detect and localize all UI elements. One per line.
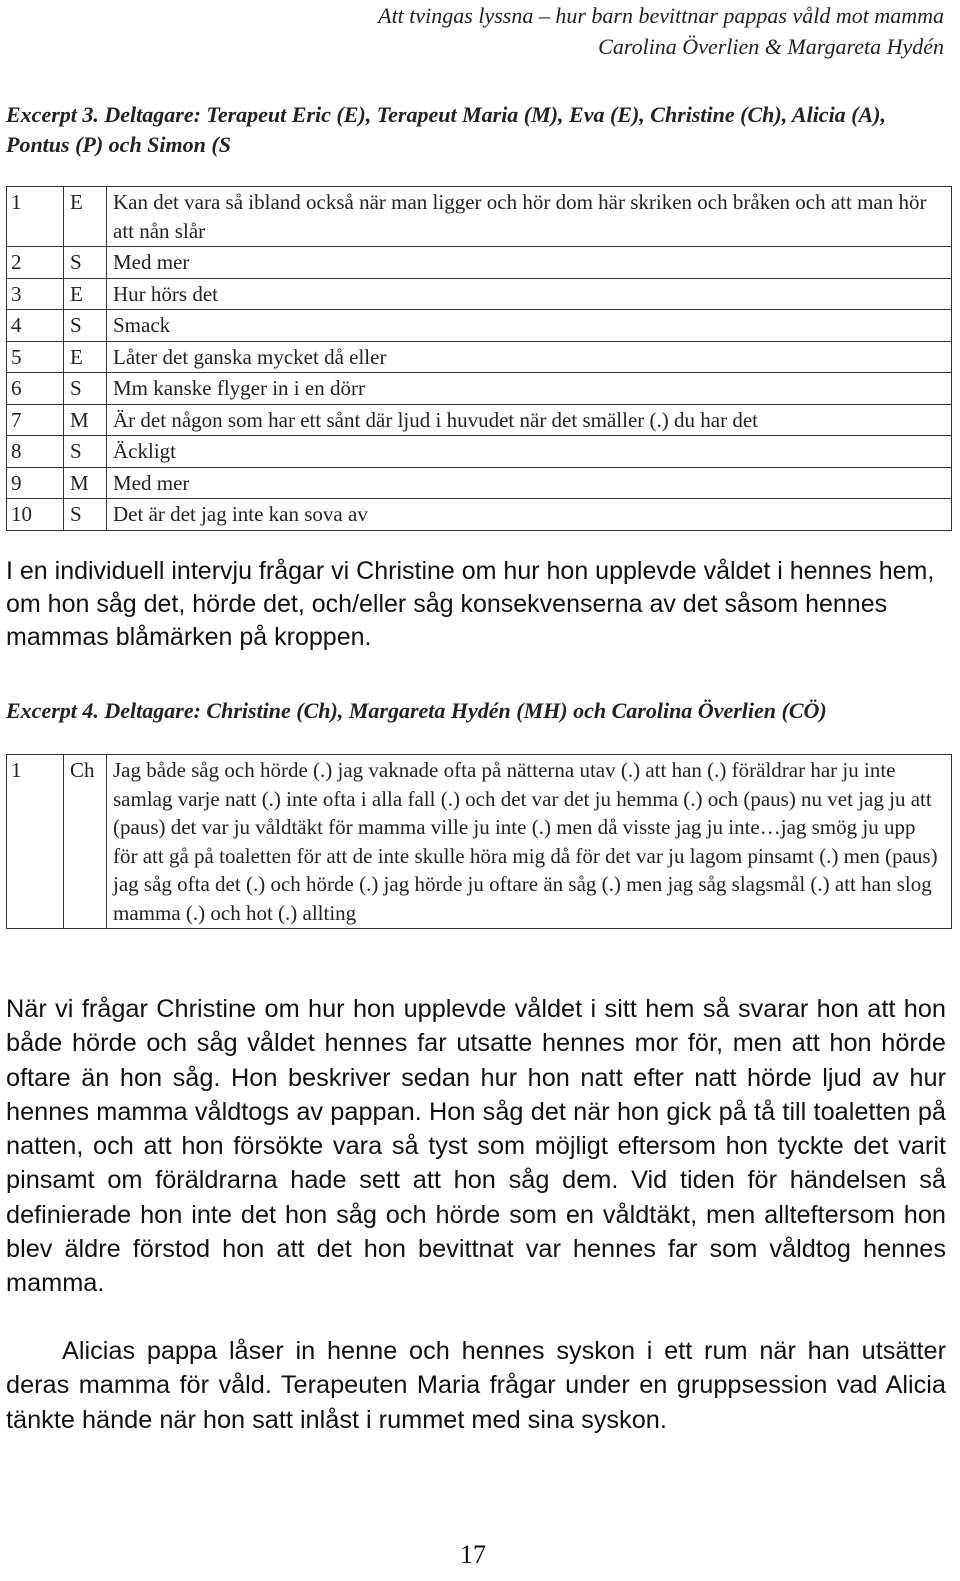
running-header-authors: Carolina Överlien & Margareta Hydén [598,34,944,59]
line-number: 2 [7,247,64,279]
utterance: Låter det ganska mycket då eller [107,341,952,373]
running-header-title: Att tvingas lyssna – hur barn bevittnar pappas våld mot mamma [378,3,944,28]
utterance: Jag både såg och hörde (.) jag vaknade ofta på nätterna utav (.) att han (.) föräldrar har ju inte samlag varje natt (.) inte ofta i alla fall (.) och det var det ju hemma (.) och (paus) nu vet jag ju att (paus) det var ju våldtäkt för mamma ville ju inte (.) men då visste jag ju inte…jag smög ju upp för att gå på toaletten för att de inte skulle höra mig då för det var ju lagom pinsamt (.) men (paus) jag såg ofta det (.) och hörde (.) jag hörde ju oftare än såg (.) men jag såg slagsmål (.) att han slog mamma (.) och hot (.) allting [107,755,952,929]
transcript-row [7,341,952,373]
line-number: 9 [7,467,64,499]
speaker-code: S [64,436,107,468]
excerpt-4-participants: Deltagare: Christine (Ch), Margareta Hydén (MH) och Carolina Överlien (CÖ) [104,698,827,723]
utterance: Med mer [107,467,952,499]
paragraph-individual-interview: I en individuell intervju frågar vi Christine om hur hon upplevde våldet i hennes hem, om hon såg det, hörde det, och/eller såg konsekvenserna av det såsom hennes mammas blåmärken på kroppen. [6,557,935,652]
line-number: 7 [7,404,64,436]
transcript-row [7,436,952,468]
speaker-code: M [64,467,107,499]
line-number: 4 [7,310,64,342]
speaker-code: S [64,373,107,405]
speaker-code: S [64,310,107,342]
line-number: 1 [7,755,64,929]
transcript-row [7,755,952,929]
speaker-code: E [64,278,107,310]
excerpt-4-heading [6,696,946,726]
speaker-code: Ch [64,755,107,929]
line-number: 8 [7,436,64,468]
transcript-row [7,247,952,279]
transcript-row [7,467,952,499]
speaker-code: E [64,187,107,247]
speaker-code: M [64,404,107,436]
transcript-row [7,373,952,405]
running-header [378,0,944,62]
utterance: Smack [107,310,952,342]
utterance: Är det någon som har ett sånt där ljud i huvudet när det smäller (.) du har det [107,404,952,436]
paragraph-alicia: Alicias pappa låser in henne och hennes syskon i ett rum när han utsätter deras mamma för våld. Terapeuten Maria frågar under en gruppsession vad Alicia tänkte hände när hon satt inlåst i rummet med sina syskon. [6,1337,946,1434]
transcript-row [7,404,952,436]
excerpt-3-heading [6,100,946,160]
excerpt-4-label: Excerpt 4. [6,698,99,723]
page-number: 17 [460,1540,486,1569]
line-number: 1 [7,187,64,247]
transcript-row [7,499,952,531]
utterance: Äckligt [107,436,952,468]
excerpt-3-participants: Deltagare: Terapeut Eric (E), Terapeut Maria (M), Eva (E), Christine (Ch), Alicia (A), Pontus (P) och Simon (S [6,102,887,157]
transcript-row [7,278,952,310]
utterance: Kan det vara så ibland också när man ligger och hör dom här skriken och bråken och att man hör att nån slår [107,187,952,247]
speaker-code: E [64,341,107,373]
line-number: 6 [7,373,64,405]
utterance: Det är det jag inte kan sova av [107,499,952,531]
utterance: Mm kanske flyger in i en dörr [107,373,952,405]
speaker-code: S [64,247,107,279]
excerpt-3-transcript-table [6,186,952,531]
utterance: Hur hörs det [107,278,952,310]
line-number: 3 [7,278,64,310]
line-number: 10 [7,499,64,531]
transcript-row [7,310,952,342]
excerpt-4-transcript-table [6,754,952,929]
excerpt-3-label: Excerpt 3. [6,102,99,127]
utterance: Med mer [107,247,952,279]
paragraph-christine-summary: När vi frågar Christine om hur hon upplevde våldet i sitt hem så svarar hon att hon både hörde och såg våldet hennes far utsatte hennes mor för, men att hon hörde oftare än hon såg. Hon beskriver sedan hur hon natt efter natt hörde ljud av hur hennes mamma våldtogs av pappan. Hon såg det när hon gick på tå till toaletten på natten, och att hon försökte vara så tyst som möjligt eftersom hon tyckte det varit pinsamt om föräldrarna hade sett att hon såg dem. Vid tiden för händelsen så definierade hon inte det hon såg och hörde som en våldtäkt, men allteftersom hon blev äldre förstod hon att det hon bevittnat var hennes far som våldtog hennes mamma. [6,995,946,1298]
line-number: 5 [7,341,64,373]
transcript-row [7,187,952,247]
speaker-code: S [64,499,107,531]
